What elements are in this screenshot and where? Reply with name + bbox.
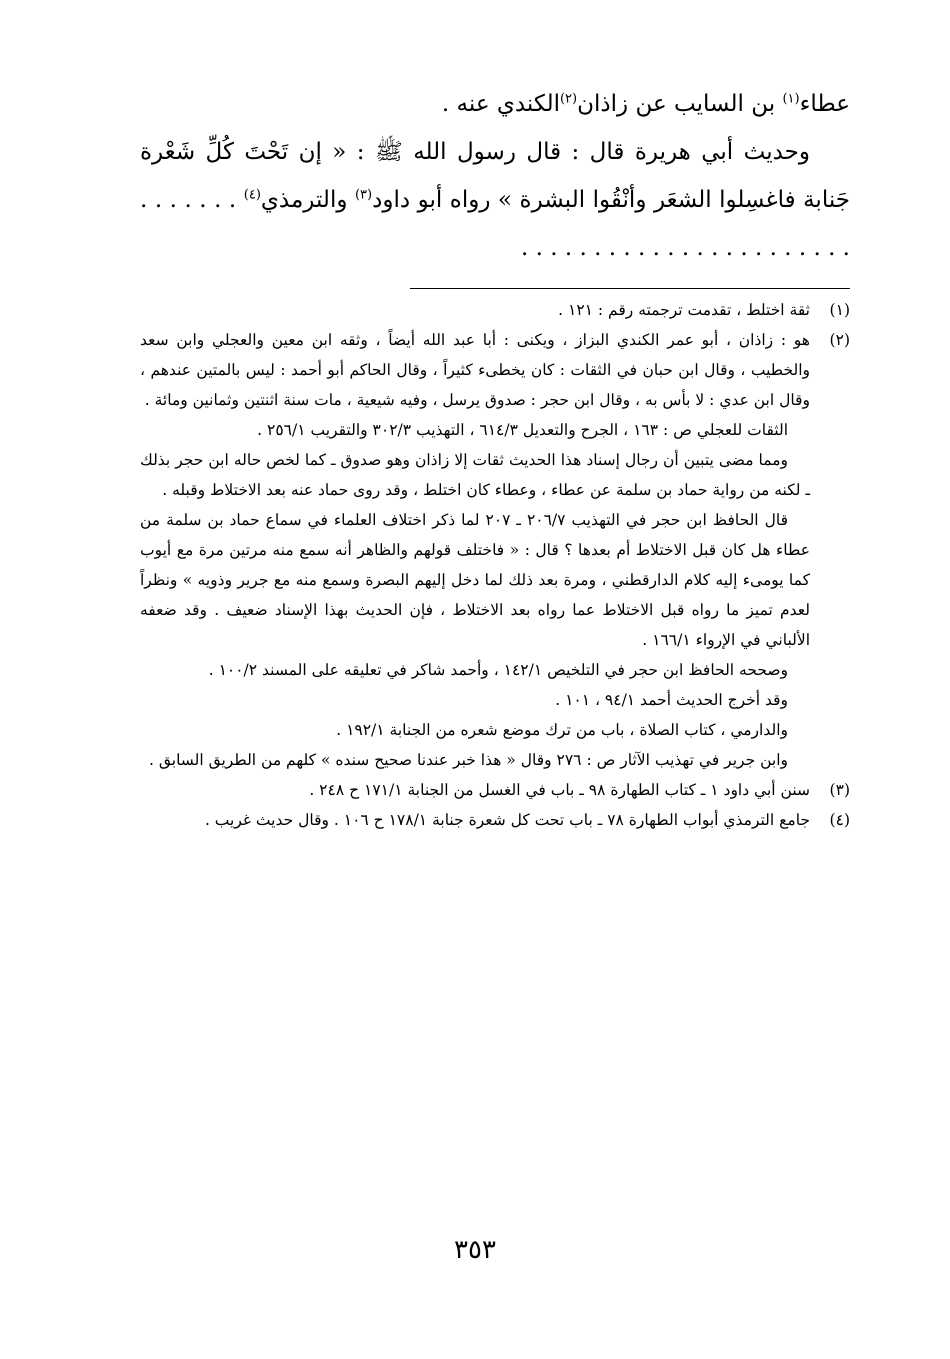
main-text-segment: والترمذي xyxy=(260,187,355,213)
footnote-text: والدارمي ، كتاب الصلاة ، باب من ترك موضع شعره من الجنابة ١٩٢/١ . xyxy=(336,721,788,739)
footnote-separator xyxy=(410,288,850,289)
footnote-body xyxy=(140,295,810,325)
footnote-text: وقد أخرج الحديث أحمد ٩٤/١ ، ١٠١ . xyxy=(555,691,788,709)
footnote-ref-1[interactable]: (١) xyxy=(782,91,800,107)
page-body xyxy=(140,80,850,835)
footnote-1 xyxy=(140,295,850,325)
footnote-number: (٤) xyxy=(829,811,850,829)
footnote-text: قال الحافظ ابن حجر في التهذيب ٢٠٦/٧ ـ ٢٠٧ لما ذكر اختلاف العلماء في سماع حماد بن سلمة من عطاء هل كان قبل الاختلاط أم بعدها ؟ قال : « فاختلف قولهم والظاهر أنه سمع منه مرتين مرة مع أيوب كما يومىء إليه كلام الدارقطني ، ومرة بعد ذلك لما دخل إليهم البصرة وسمع منه مع جرير وذويه » ونظراً لعدم تميز ما رواه قبل الاختلاط عما رواه بعد الاختلاط ، فإن الحديث بهذا الإسناد ضعيف . وقد ضعفه الألباني في الإرواء ١٦٦/١ . xyxy=(140,511,810,649)
main-text-segment: بن السايب عن زاذان xyxy=(577,91,783,117)
footnote-3 xyxy=(140,775,850,805)
footnote-text: سنن أبي داود ١ ـ كتاب الطهارة ٩٨ ـ باب في الغسل من الجنابة ١٧١/١ ح ٢٤٨ . xyxy=(309,781,810,799)
footnote-text: هو : زاذان ، أبو عمر الكندي البزاز ، ويكنى : أبا عبد الله أيضاً ، وثقه ابن معين والعجلي وابن سعد والخطيب ، وقال ابن حبان في الثقات : كان يخطىء كثيراً ، وقال الحاكم أبو أحمد : ليس بالمتين عندهم ، وقال ابن عدي : لا بأس به ، وقال ابن حجر : صدوق يرسل ، وفيه شيعية ، مات سنة اثنتين وثمانين ومائة . xyxy=(140,331,810,409)
footnotes xyxy=(140,295,850,835)
footnote-text: وابن جرير في تهذيب الآثار ص : ٢٧٦ وقال « هذا خبر عندنا صحيح سنده » كلهم من الطريق السابق . xyxy=(148,751,788,769)
footnote-text: ثقة اختلط ، تقدمت ترجمته رقم : ١٢١ . xyxy=(558,301,810,319)
footnote-body xyxy=(140,325,810,775)
main-text-segment: الكندي عنه . xyxy=(441,91,560,117)
main-text xyxy=(140,80,850,272)
main-paragraph xyxy=(140,128,850,272)
footnote-text: الثقات للعجلي ص : ١٦٣ ، الجرح والتعديل ٦١٤/٣ ، التهذيب ٣٠٢/٣ والتقريب ٢٥٦/١ . xyxy=(257,421,788,439)
footnote-4 xyxy=(140,805,850,835)
footnote-number: (١) xyxy=(829,301,850,319)
page-number: ٣٥٣ xyxy=(454,1235,496,1265)
main-text-segment: وحديث أبي هريرة قال : قال رسول الله ﷺ : « إن تَحْتَ كُلِّ شَعْرة جَنابة فاغسِلوا الشعَر وأنْقُوا البشرة » رواه أبو داود xyxy=(140,139,851,213)
footnote-body xyxy=(140,805,810,835)
footnote-text: جامع الترمذي أبواب الطهارة ٧٨ ـ باب تحت كل شعرة جنابة ١٧٨/١ ح ١٠٦ . وقال حديث غريب . xyxy=(204,811,810,829)
footnote-number: (٣) xyxy=(829,781,850,799)
footnote-number: (٢) xyxy=(829,331,850,349)
footnote-body xyxy=(140,775,810,805)
footnote-text: وصححه الحافظ ابن حجر في التلخيص ١٤٢/١ ، وأحمد شاكر في تعليقه على المسند ١٠٠/٢ . xyxy=(208,661,788,679)
footnote-text: ومما مضى يتبين أن رجال إسناد هذا الحديث ثقات إلا زاذان وهو صدوق ـ كما لخص حاله ابن حجر بذلك ـ لكنه من رواية حماد بن سلمة عن عطاء ، وعطاء كان اختلط ، وقد روى حماد عنه بعد الاختلاط وقبله . xyxy=(140,451,810,499)
footnote-ref-3[interactable]: (٣) xyxy=(354,187,373,203)
footnote-ref-2[interactable]: (٢) xyxy=(559,91,578,107)
footnote-2 xyxy=(140,325,850,775)
main-line-1 xyxy=(140,80,850,128)
dotted-leader: . . . . . . . . . . . . . . . . . . . . . . . . . . . . . . xyxy=(140,187,850,261)
footnote-ref-4[interactable]: (٤) xyxy=(243,187,261,203)
main-text-segment: عطاء xyxy=(799,91,850,117)
